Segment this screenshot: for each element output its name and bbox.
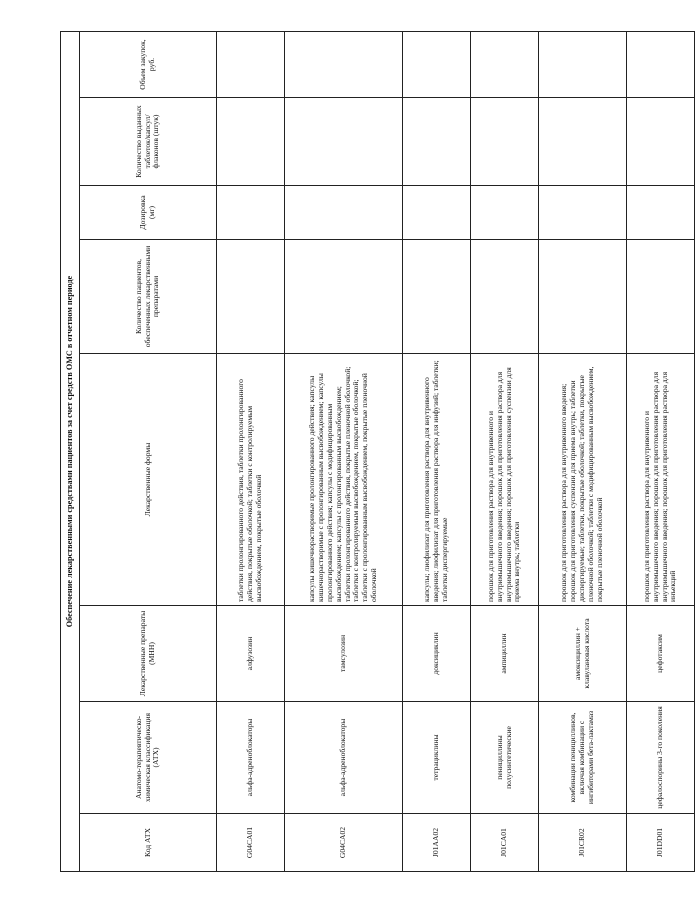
cell-mnn: доксициклин (403, 606, 471, 702)
cell-code: J01DD01 (627, 814, 695, 872)
cell-patients (627, 240, 695, 354)
cell-atx: альфа-адреноблокаторы (217, 702, 285, 814)
header-forms: Лекарственные формы (80, 354, 217, 606)
cell-qty (403, 98, 471, 186)
cell-dose (471, 186, 539, 240)
cell-qty (285, 98, 403, 186)
cell-code: G04CA02 (285, 814, 403, 872)
cell-patients (403, 240, 471, 354)
cell-atx: пенициллины полусинтетические (471, 702, 539, 814)
cell-dose (539, 186, 627, 240)
header-atx-code: Код АТХ (80, 814, 217, 872)
drug-supply-table (60, 31, 695, 872)
cell-mnn: цефотаксим (627, 606, 695, 702)
cell-mnn: ампициллин (471, 606, 539, 702)
cell-volume (627, 32, 695, 98)
header-atx-class: Анатомо-терапевтическо-химическая классификация (АТХ) (80, 702, 217, 814)
cell-volume (471, 32, 539, 98)
cell-forms: порошок для приготовления раствора для внутривенного и внутримышечного введения; порошок для приготовления раствора для внутримышечного введения; порошок для приготовления суспензии для приема внутрь; таблетки (471, 354, 539, 606)
cell-forms: порошок для приготовления раствора для внутривенного введения; порошок для приготовления суспензии для приема внутрь; таблетки диспергируемые; таблетки, покрытые оболочкой; таблетки, покрытые пленочной оболочкой; таблетки с модифицированным высвобождением, покрытые пленочной оболочкой (539, 354, 627, 606)
cell-atx: тетрациклины (403, 702, 471, 814)
cell-forms: капсулы кишечнорастворимые пролонгированного действия; капсулы кишечнорастворимые с пролонгированным высвобождением; капсулы пролонгированного действия; капсулы с модифицированным высвобождением; капсулы с пролонгированным высвобождением; таблетки пролонгированного действия, покрытые пленочной оболочкой; таблетки с контролируемым высвобождением, покрытые оболочкой; таблетки с пролонгированным высвобождением, покрытые пленочной оболочкой (285, 354, 403, 606)
cell-volume (285, 32, 403, 98)
cell-code: G04CA01 (217, 814, 285, 872)
cell-forms: капсулы; лиофилизат для приготовления раствора для внутривенного введения; лиофилизат для приготовления раствора для инфузий; таблетки; таблетки диспергируемые (403, 354, 471, 606)
cell-qty (539, 98, 627, 186)
table-row (471, 32, 539, 872)
table-row (627, 32, 695, 872)
cell-qty (627, 98, 695, 186)
cell-dose (217, 186, 285, 240)
cell-atx: альфа-адреноблокаторы (285, 702, 403, 814)
cell-forms: таблетки пролонгированного действия, таблетки пролонгированного действия, покрытые оболочкой; таблетки с контролируемым высвобождением, покрытые оболочкой (217, 354, 285, 606)
cell-mnn: алфузозин (217, 606, 285, 702)
cell-patients (539, 240, 627, 354)
cell-patients (217, 240, 285, 354)
cell-atx: цефалоспорины 3-го поколения (627, 702, 695, 814)
cell-dose (403, 186, 471, 240)
cell-dose (285, 186, 403, 240)
cell-atx: комбинации пенициллинов, включая комбинации с ингибиторами бета-лактамаз (539, 702, 627, 814)
cell-volume (217, 32, 285, 98)
header-dose: Дозировка (мг) (80, 186, 217, 240)
cell-dose (627, 186, 695, 240)
cell-forms: порошок для приготовления раствора для внутривенного и внутримышечного введения; порошок для приготовления раствора для внутримышечного введения; порошок для приготовления раствора для инъекций (627, 354, 695, 606)
header-volume: Объем закупок, руб. (80, 32, 217, 98)
rotated-page (60, 32, 678, 872)
cell-code: J01CR02 (539, 814, 627, 872)
header-mnn: Лекарственные препараты (МНН) (80, 606, 217, 702)
table-row (403, 32, 471, 872)
cell-mnn: тамсулозин (285, 606, 403, 702)
header-row (80, 32, 217, 872)
cell-code: J01CA01 (471, 814, 539, 872)
cell-code: J01AA02 (403, 814, 471, 872)
cell-qty (217, 98, 285, 186)
table-row (285, 32, 403, 872)
header-patients: Количество пациентов, обеспеченных лекарственными препаратами (80, 240, 217, 354)
table-row (539, 32, 627, 872)
table-caption: Обеспечение лекарственными средствами пациентов за счет средств ОМС в отчетном периоде (61, 32, 80, 872)
cell-patients (471, 240, 539, 354)
table-row (217, 32, 285, 872)
cell-mnn: амоксициллин + клавулановая кислота (539, 606, 627, 702)
cell-volume (403, 32, 471, 98)
cell-qty (471, 98, 539, 186)
header-qty: Количество выданных таблеток/капсул/флаконов (штук) (80, 98, 217, 186)
cell-patients (285, 240, 403, 354)
cell-volume (539, 32, 627, 98)
